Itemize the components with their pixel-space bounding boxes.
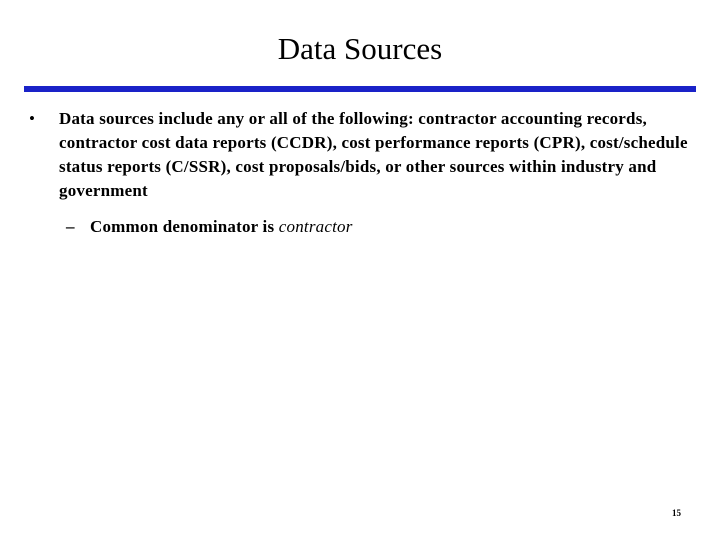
bullet-marker: • [29, 109, 35, 128]
sub-bullet-marker: – [66, 217, 75, 236]
bullet-text: Data sources include any or all of the following: contractor accounting records, contractor cost data reports (CCDR), cost performance reports (CPR), cost/schedule status reports (C/SSR), cost proposals/bids, or other sources within industry and government [59, 109, 688, 200]
page-number: 15 [672, 508, 681, 518]
title-underline-rule [24, 86, 696, 92]
slide-title: Data Sources [277, 31, 443, 66]
sub-bullet-emphasis: contractor [278, 217, 353, 236]
sub-bullet-text-main: Common denominator is [90, 217, 279, 236]
sub-bullet-text [90, 215, 650, 239]
